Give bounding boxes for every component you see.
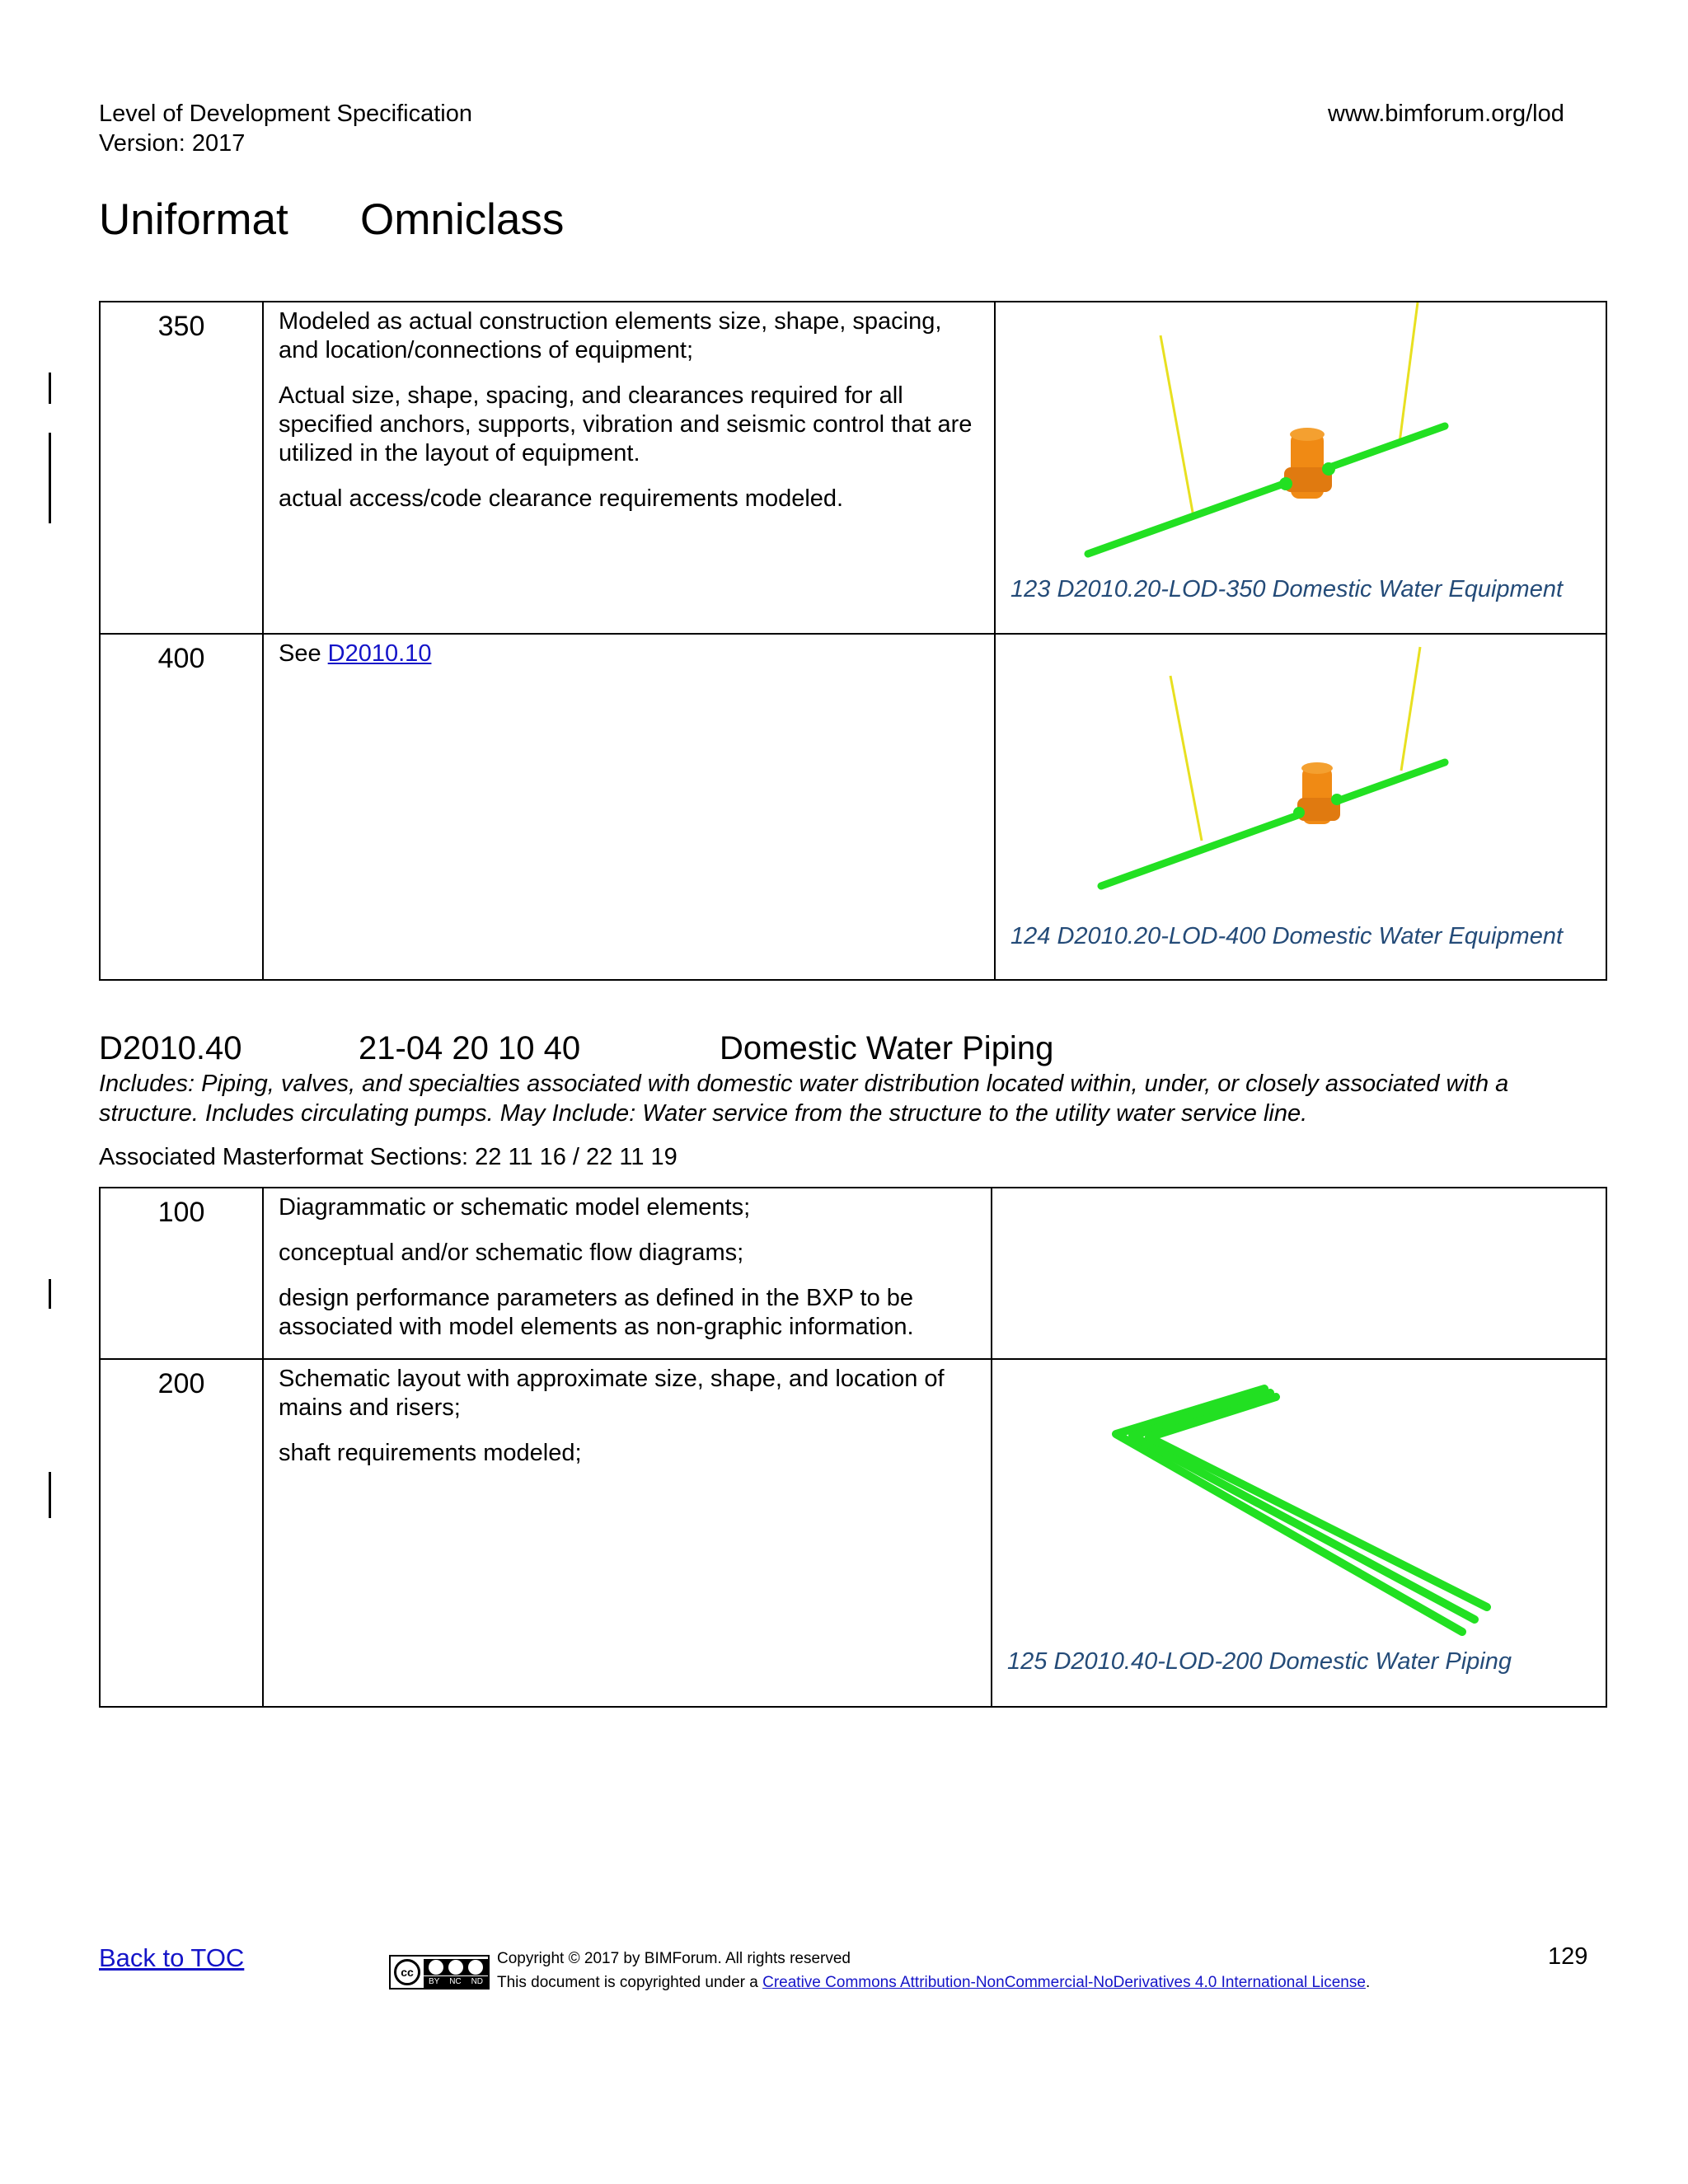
lod-description xyxy=(263,302,995,634)
description-paragraph: conceptual and/or schematic flow diagrams; xyxy=(279,1240,744,1266)
cc-by-label: BY xyxy=(428,1977,440,1986)
change-bar xyxy=(49,1472,51,1518)
see-reference-link[interactable]: D2010.10 xyxy=(327,640,432,667)
cc-icon: cc xyxy=(394,1959,420,1985)
illustration-cell xyxy=(995,634,1606,980)
description-paragraph: Diagrammatic or schematic model elements; xyxy=(279,1194,751,1221)
illustration-cell xyxy=(992,1359,1606,1707)
lod-description xyxy=(263,634,995,980)
cc-nd-label: ND xyxy=(471,1977,484,1986)
table-row xyxy=(100,1188,1606,1359)
creative-commons-badge[interactable] xyxy=(389,1955,490,1990)
section-title: Domestic Water Piping xyxy=(720,1030,1054,1066)
noderivatives-icon xyxy=(468,1960,483,1975)
document-version: Version: 2017 xyxy=(99,130,246,157)
figure-caption: 124 D2010.20-LOD-400 Domestic Water Equipment xyxy=(1010,923,1564,949)
figure-caption: 125 D2010.40-LOD-200 Domestic Water Piping xyxy=(1007,1648,1512,1675)
lod-level: 200 xyxy=(100,1359,263,1707)
illustration-cell-empty xyxy=(992,1188,1606,1359)
document-title: Level of Development Specification xyxy=(99,101,472,127)
lod-level: 100 xyxy=(100,1188,263,1359)
license-notice xyxy=(497,1974,1370,1992)
uniformat-heading: Uniformat xyxy=(99,195,288,244)
cc-nc-label: NC xyxy=(449,1977,462,1986)
noncommercial-icon xyxy=(448,1960,463,1975)
masterformat-sections: Associated Masterformat Sections: 22 11 16 / 22 11 19 xyxy=(99,1144,678,1170)
table-row xyxy=(100,634,1606,980)
lod-description xyxy=(263,1359,992,1707)
table-row xyxy=(100,1359,1606,1707)
section-includes: Includes: Piping, valves, and specialties associated with domestic water distribution located within, under, or closely associated with a structure. Includes circulating pumps. May Include: Water service from the structure to the utility water service line. xyxy=(99,1071,1509,1127)
license-prefix: This document is copyrighted under a xyxy=(497,1974,763,1991)
change-bar xyxy=(49,433,51,523)
description-paragraph: Schematic layout with approximate size, shape, and location of mains and risers; xyxy=(279,1366,945,1421)
section-omniclass: 21-04 20 10 40 xyxy=(359,1030,581,1066)
lod-level: 400 xyxy=(100,634,263,980)
domestic-water-equipment-lod350-illustration xyxy=(996,302,1607,599)
page-number: 129 xyxy=(1548,1943,1588,1970)
header-url: www.bimforum.org/lod xyxy=(1328,101,1564,127)
figure-caption: 123 D2010.20-LOD-350 Domestic Water Equipment xyxy=(1010,576,1564,602)
attribution-icon xyxy=(429,1960,443,1975)
change-bar xyxy=(49,373,51,404)
table-row xyxy=(100,302,1606,634)
license-suffix: . xyxy=(1365,1974,1371,1991)
description-paragraph: Actual size, shape, spacing, and clearances required for all specified anchors, supports, vibration and seismic control that are utilized in the layout of equipment. xyxy=(279,382,973,466)
domestic-water-equipment-lod400-illustration xyxy=(996,635,1607,940)
lod-description xyxy=(263,1188,992,1359)
description-paragraph: shaft requirements modeled; xyxy=(279,1440,582,1466)
domestic-water-piping-lod200-illustration xyxy=(992,1360,1607,1640)
change-bar xyxy=(49,1279,51,1309)
description-paragraph: actual access/code clearance requirements modeled. xyxy=(279,485,844,512)
lod-table-equipment xyxy=(99,301,1607,981)
lod-level: 350 xyxy=(100,302,263,634)
license-link[interactable]: Creative Commons Attribution-NonCommercial-NoDerivatives 4.0 International License xyxy=(762,1974,1366,1991)
description-paragraph: Modeled as actual construction elements size, shape, spacing, and location/connections of equipment; xyxy=(279,308,942,363)
see-prefix: See xyxy=(279,640,328,667)
section-code: D2010.40 xyxy=(99,1030,242,1066)
lod-table-piping xyxy=(99,1187,1607,1708)
illustration-cell xyxy=(995,302,1606,634)
back-to-toc-link[interactable]: Back to TOC xyxy=(99,1943,245,1972)
description-paragraph: design performance parameters as defined in the BXP to be associated with model elements as non-graphic information. xyxy=(279,1285,914,1340)
omniclass-heading: Omniclass xyxy=(360,195,565,244)
copyright-notice: Copyright © 2017 by BIMForum. All rights reserved xyxy=(497,1950,851,1967)
